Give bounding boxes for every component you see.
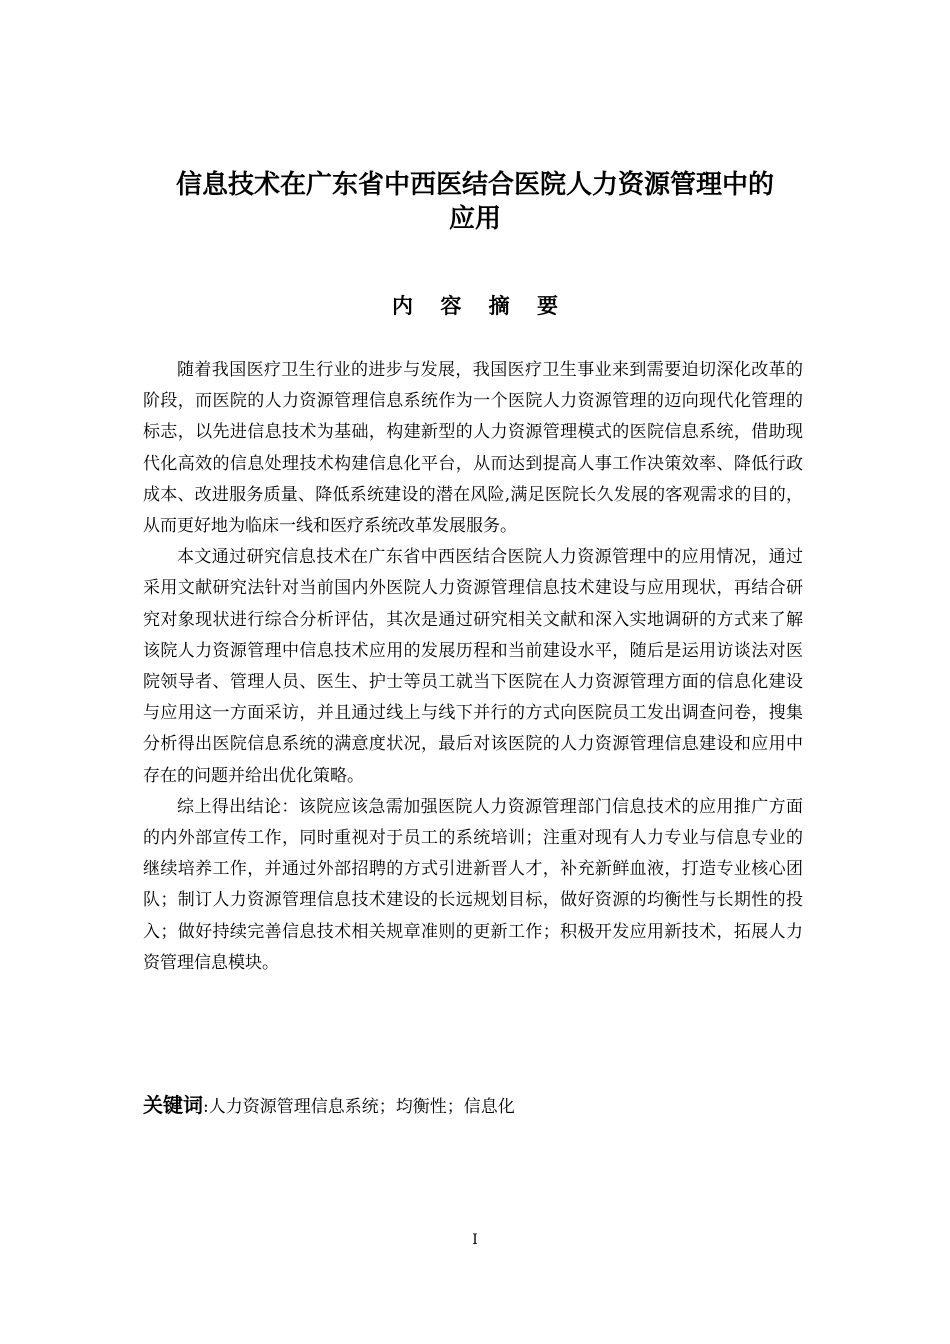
title-line-2: 应用	[448, 204, 501, 234]
keywords-label: 关键词	[143, 1093, 203, 1117]
keywords-text: 人力资源管理信息系统；均衡性；信息化	[208, 1097, 515, 1117]
keywords-line	[143, 1090, 803, 1122]
document-title	[100, 168, 850, 236]
page-number: I	[472, 1232, 478, 1248]
abstract-paragraph-1: 随着我国医疗卫生行业的进步与发展，我国医疗卫生事业来到需要迫切深化改革的阶段，而医院的人力资源管理信息系统作为一个医院人力资源管理的迈向现代化管理的标志，以先进信息技术为基础，构建新型的人力资源管理模式的医院信息系统，借助现代化高效的信息处理技术构建信息化平台，从而达到提高人事工作决策效率、降低行政成本、改进服务质量、降低系统建设的潜在风险,满足医院长久发展的客观需求的目的，从而更好地为临床一线和医疗系统改革发展服务。	[143, 360, 803, 537]
keywords-separator: :	[203, 1097, 209, 1117]
abstract-heading: 内 容 摘 要	[392, 294, 568, 318]
title-line-1: 信息技术在广东省中西医结合医院人力资源管理中的	[175, 170, 774, 200]
abstract-body	[143, 355, 803, 979]
abstract-paragraph-2: 本文通过研究信息技术在广东省中西医结合医院人力资源管理中的应用情况，通过采用文献研究法针对当前国内外医院人力资源管理信息技术建设与应用现状，再结合研究对象现状进行综合分析评估，其次是通过研究相关文献和深入实地调研的方式来了解该院人力资源管理中信息技术应用的发展历程和当前建设水平，随后是运用访谈法对医院领导者、管理人员、医生、护士等员工就当下医院在人力资源管理方面的信息化建设与应用这一方面采访，并且通过线上与线下并行的方式向医院员工发出调查问卷，搜集分析得出医院信息系统的满意度状况，最后对该医院的人力资源管理信息建设和应用中存在的问题并给出优化策略。	[143, 547, 803, 786]
abstract-paragraph-3: 综上得出结论：该院应该急需加强医院人力资源管理部门信息技术的应用推广方面的内外部宣传工作，同时重视对于员工的系统培训；注重对现有人力专业与信息专业的继续培养工作，并通过外部招聘的方式引进新晋人才，补充新鲜血液，打造专业核心团队；制订人力资源管理信息技术建设的长远规划目标，做好资源的均衡性与长期性的投入；做好持续完善信息技术相关规章准则的更新工作；积极开发应用新技术，拓展人力资管理信息模块。	[143, 796, 803, 973]
